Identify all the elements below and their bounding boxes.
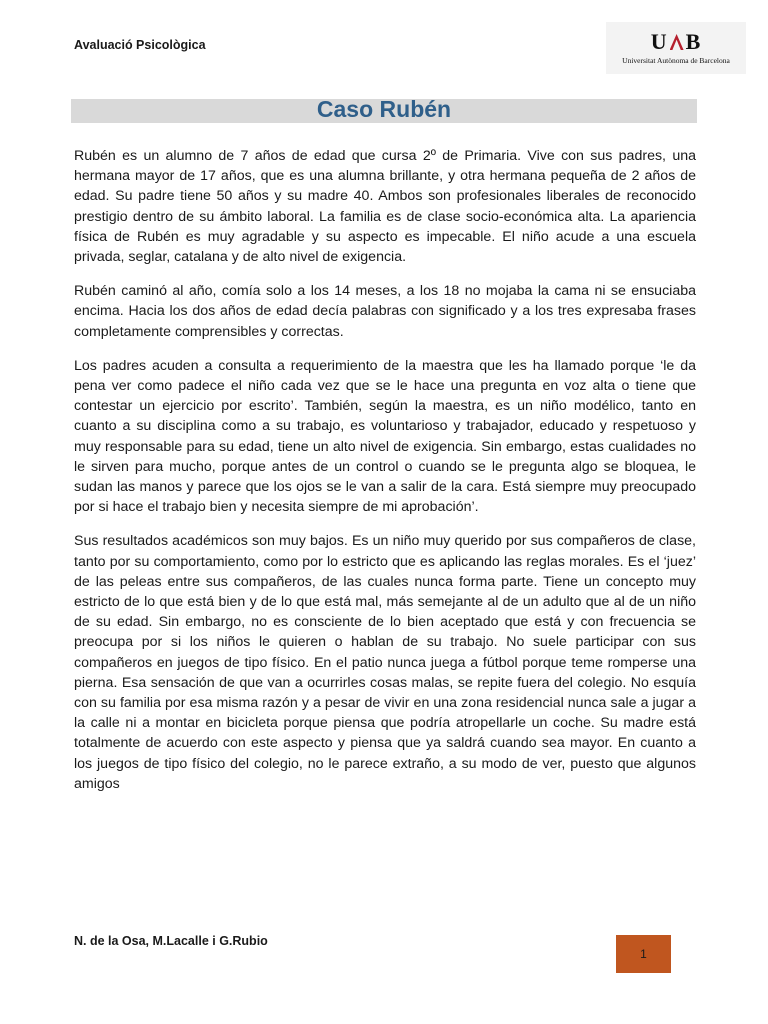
paragraph: Los padres acuden a consulta a requerimiento de la maestra que les ha llamado porque ‘le da pena ver como padece el niño cada vez que se le hace una pregunta en voz alta o tiene que contestar un ejercicio por escrito’. También, según la maestra, es un niño modélico, tanto en cuanto a su disciplina como a su trabajo, es voluntarioso y trabajador, educado y respetuoso y muy responsable para su edad, tiene un alto nivel de exigencia. Sin embargo, estas cualidades no le sirven para mucho, porque antes de un control o cuando se le pregunta algo se bloquea, le sudan las manos y parece que los ojos se le van a salir de la cara. Está siempre muy preocupado por si hace el trabajo bien y necesita siempre de mi aprobación’. (74, 357, 696, 516)
paragraph: Sus resultados académicos son muy bajos. Es un niño muy querido por sus compañeros de clase, tanto por su comportamiento, como por lo estricto que es aplicando las reglas morales. Es el ‘juez’ de las peleas entre sus compañeros, de las cuales nunca forma parte. Tiene un concepto muy estricto de lo que está bien y de lo que está mal, más semejante al de un adulto que al de un niño de su edad. Sin embargo, no es consciente de lo bien aceptado que está y con frecuencia se preocupa por si los niños le quieren o hablan de su trabajo. No suele participar con sus compañeros en juegos de tipo físico. En el patio nunca juega a fútbol porque teme romperse una pierna. Esa sensación de que van a ocurrirles cosas malas, se repite fuera del colegio. No esquía con su familia por esa misma razón y a pesar de vivir en una zona residencial nunca sale a jugar a la calle ni a montar en bicicleta porque piensa que podría atropellarle un coche. Su madre está totalmente de acuerdo con este aspecto y piensa que ya saldrá cuando sea mayor. En cuanto a los juegos de tipo físico del colegio, no le parece extraño, a su modo de ver, puesto que algunos amigos (74, 533, 696, 792)
document-title: Caso Rubén (316, 96, 452, 122)
logo-subtitle: Universitat Autònoma de Barcelona (622, 56, 730, 65)
university-logo (606, 22, 746, 74)
footer-authors: N. de la Osa, M.Lacalle i G.Rubio (74, 934, 268, 948)
document-body (74, 146, 696, 808)
logo-letter-u: U (650, 29, 668, 54)
logo-a-icon (670, 34, 684, 50)
header-title: Avaluació Psicològica (74, 38, 206, 52)
uab-logo-mark (651, 31, 702, 53)
paragraph: Rubén caminó al año, comía solo a los 14 meses, a los 18 no mojaba la cama ni se ensuciaba encima. Hacia los dos años de edad decía palabras con significado y a los tres expresaba frases completamente comprensibles y correctas. (74, 283, 696, 340)
logo-letter-b: B (685, 29, 702, 54)
page-number-box (616, 935, 671, 973)
page-number: 1 (640, 947, 647, 961)
paragraph: Rubén es un alumno de 7 años de edad que cursa 2º de Primaria. Vive con sus padres, una hermana mayor de 17 años, que es una alumna brillante, y otra hermana pequeña de 2 años de edad. Su padre tiene 50 años y su madre 40. Ambos son profesionales liberales de reconocido prestigio dentro de su ámbito laboral. La familia es de clase socio-económica alta. La apariencia física de Rubén es muy agradable y su aspecto es impecable. El niño acude a una escuela privada, seglar, catalana y de alto nivel de exigencia. (74, 148, 696, 266)
